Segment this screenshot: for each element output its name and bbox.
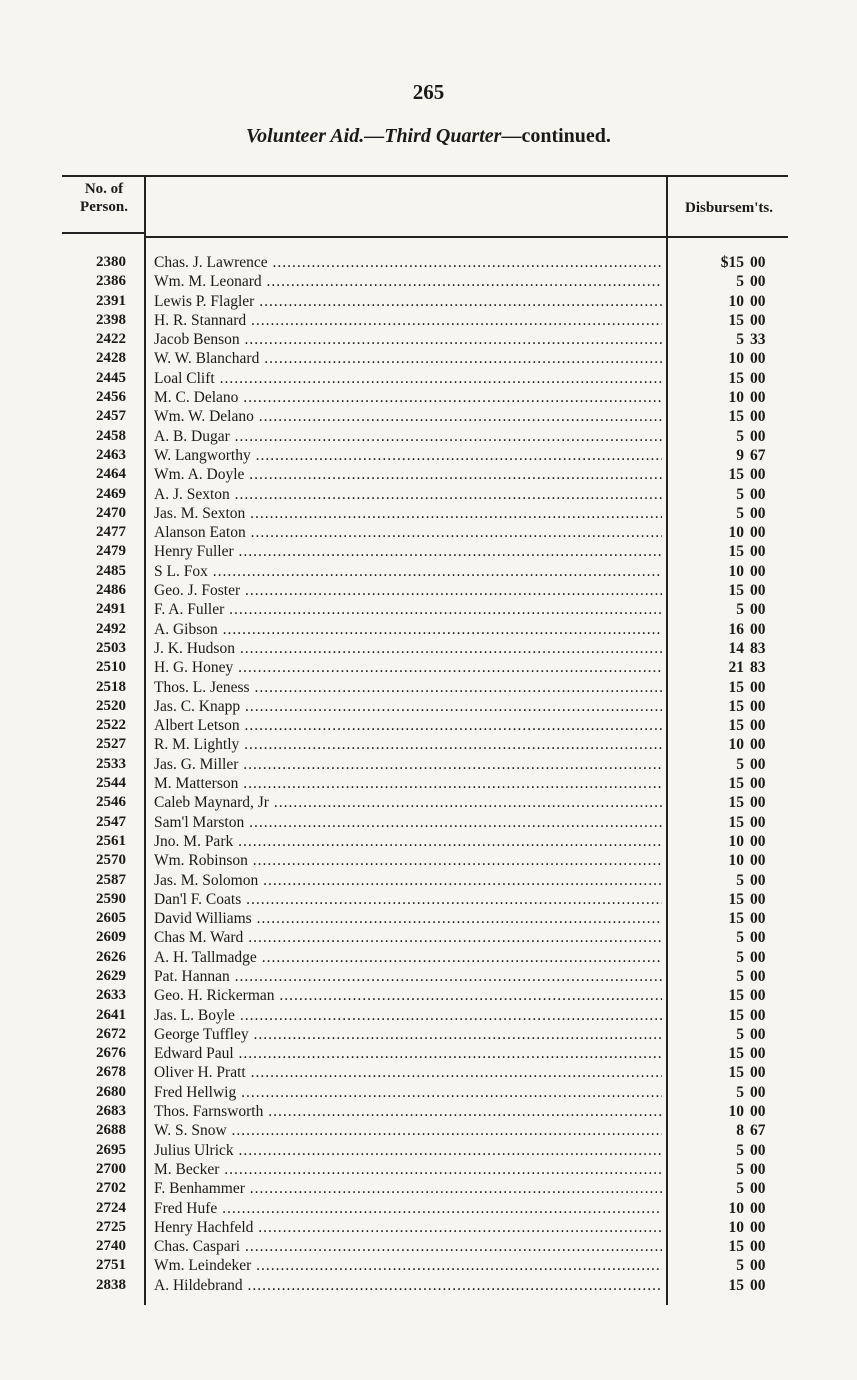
table-row: [62, 370, 788, 389]
amount-dollars: 5: [736, 948, 744, 966]
amount-cents: 00: [750, 582, 766, 600]
person-number: 2520: [96, 697, 126, 714]
table-row: [62, 1200, 788, 1219]
amount-cents: 00: [750, 1257, 766, 1275]
amount-dollars: 5: [736, 331, 744, 349]
amount-cents: 00: [750, 466, 766, 484]
person-number: 2386: [96, 273, 126, 290]
person-number: 2470: [96, 504, 126, 521]
person-name: Lewis P. Flagler .....: [154, 293, 662, 311]
person-number: 2838: [96, 1276, 126, 1293]
amount-cents: 00: [750, 775, 766, 793]
person-name: Thos. Farnsworth .....: [154, 1103, 662, 1121]
amount-dollars: 15: [728, 1006, 744, 1024]
amount-cents: 83: [750, 659, 766, 677]
person-number: 2527: [96, 736, 126, 753]
table-row: [62, 331, 788, 350]
table-row: [62, 1180, 788, 1199]
amount-cents: 00: [750, 1103, 766, 1121]
table-row: [62, 389, 788, 408]
table-row: [62, 736, 788, 755]
amount-cents: 00: [750, 273, 766, 291]
amount-cents: 00: [750, 987, 766, 1005]
person-number: 2683: [96, 1103, 126, 1120]
person-name: Wm. Leindeker .....: [154, 1257, 662, 1275]
amount-dollars: 5: [736, 871, 744, 889]
person-name: Jas. L. Boyle .....: [154, 1007, 662, 1025]
amount-dollars: 10: [728, 1218, 744, 1236]
person-name: Oliver H. Pratt .....: [154, 1064, 662, 1082]
amount-dollars: 10: [728, 1199, 744, 1217]
amount-dollars: 5: [736, 601, 744, 619]
person-number: 2590: [96, 890, 126, 907]
table-row: [62, 1277, 788, 1296]
table-row: [62, 987, 788, 1006]
amount-cents: 00: [750, 1083, 766, 1101]
header-rule-number: [62, 232, 144, 234]
amount-dollars: 15: [728, 890, 744, 908]
person-name: F. Benhammer .....: [154, 1180, 662, 1198]
amount-dollars: 10: [728, 292, 744, 310]
amount-cents: 67: [750, 1122, 766, 1140]
amount-cents: 00: [750, 254, 766, 271]
title-italic: Volunteer Aid.—Third Quarter: [246, 125, 502, 147]
table-body: [62, 254, 788, 1296]
amount-cents: 00: [750, 485, 766, 503]
person-name: A. B. Dugar .....: [154, 428, 662, 446]
amount-dollars: 10: [728, 832, 744, 850]
amount-cents: 00: [750, 697, 766, 715]
amount-cents: 00: [750, 524, 766, 542]
amount-dollars: 5: [736, 427, 744, 445]
person-name: Henry Fuller .....: [154, 543, 662, 561]
amount-cents: 00: [750, 350, 766, 368]
person-name: Edward Paul .....: [154, 1045, 662, 1063]
table-row: [62, 698, 788, 717]
person-number: 2676: [96, 1045, 126, 1062]
amount-cents: 00: [750, 678, 766, 696]
amount-dollars: 15: [728, 775, 744, 793]
table-row: [62, 273, 788, 292]
person-number: 2751: [96, 1257, 126, 1274]
table-row: [62, 1161, 788, 1180]
person-name: Jacob Benson .....: [154, 331, 662, 349]
page-title: [0, 125, 857, 148]
person-number: 2626: [96, 948, 126, 965]
amount-cents: 00: [750, 311, 766, 329]
person-name: Geo. H. Rickerman .....: [154, 987, 662, 1005]
amount-dollars: 15: [728, 697, 744, 715]
person-name: Fred Hellwig .....: [154, 1084, 662, 1102]
person-name: J. K. Hudson .....: [154, 640, 662, 658]
person-number: 2587: [96, 871, 126, 888]
amount-cents: 00: [750, 1218, 766, 1236]
table-row: [62, 524, 788, 543]
person-name: Sam'l Marston .....: [154, 814, 662, 832]
amount-cents: 00: [750, 543, 766, 561]
table-row: [62, 872, 788, 891]
person-name: H. G. Honey .....: [154, 659, 662, 677]
person-name: Thos. L. Jeness .....: [154, 679, 662, 697]
person-name: Jas. C. Knapp .....: [154, 698, 662, 716]
amount-cents: 00: [750, 1141, 766, 1159]
person-name: Wm. M. Leonard .....: [154, 273, 662, 291]
person-number: 2456: [96, 389, 126, 406]
person-number: 2491: [96, 601, 126, 618]
person-number: 2629: [96, 967, 126, 984]
table-row: [62, 1026, 788, 1045]
person-name: Dan'l F. Coats .....: [154, 891, 662, 909]
person-name: M. Becker .....: [154, 1161, 662, 1179]
table-row: [62, 679, 788, 698]
amount-dollars: 15: [728, 1238, 744, 1256]
person-name: A. Gibson .....: [154, 621, 662, 639]
person-name: Chas. Caspari .....: [154, 1238, 662, 1256]
table-row: [62, 601, 788, 620]
amount-dollars: 10: [728, 1103, 744, 1121]
amount-dollars: 10: [728, 562, 744, 580]
amount-dollars: 15: [728, 813, 744, 831]
amount-cents: 00: [750, 794, 766, 812]
amount-cents: 00: [750, 620, 766, 638]
amount-dollars: 5: [736, 1180, 744, 1198]
table-row: [62, 505, 788, 524]
person-name: Geo. J. Foster .....: [154, 582, 662, 600]
person-number: 2479: [96, 543, 126, 560]
person-number: 2464: [96, 466, 126, 483]
amount-cents: 00: [750, 601, 766, 619]
person-number: 2469: [96, 485, 126, 502]
title-continued: —continued.: [501, 125, 611, 147]
person-name: Caleb Maynard, Jr .....: [154, 794, 662, 812]
person-number: 2672: [96, 1025, 126, 1042]
amount-dollars: 10: [728, 524, 744, 542]
person-name: George Tuffley .....: [154, 1026, 662, 1044]
amount-dollars: 15: [728, 543, 744, 561]
person-name: Fred Hufe .....: [154, 1200, 662, 1218]
person-number: 2561: [96, 832, 126, 849]
header-rule-name: [146, 236, 666, 238]
table-row: [62, 910, 788, 929]
amount-dollars: 5: [736, 929, 744, 947]
table-row: [62, 1257, 788, 1276]
amount-cents: 00: [750, 504, 766, 522]
person-name: F. A. Fuller .....: [154, 601, 662, 619]
person-name: W. S. Snow .....: [154, 1122, 662, 1140]
person-number: 2522: [96, 717, 126, 734]
table-row: [62, 1122, 788, 1141]
amount-cents: 00: [750, 967, 766, 985]
table-row: [62, 543, 788, 562]
amount-cents: 00: [750, 389, 766, 407]
amount-dollars: 15: [728, 910, 744, 928]
amount-dollars: 15: [728, 369, 744, 387]
amount-dollars: 9: [736, 446, 744, 464]
person-name: Jas. M. Solomon .....: [154, 872, 662, 890]
table-row: [62, 1007, 788, 1026]
person-number: 2688: [96, 1122, 126, 1139]
amount-cents: 00: [750, 871, 766, 889]
person-name: Loal Clift .....: [154, 370, 662, 388]
person-name: W. W. Blanchard .....: [154, 350, 662, 368]
amount-cents: 00: [750, 717, 766, 735]
person-number: 2680: [96, 1083, 126, 1100]
table-row: [62, 640, 788, 659]
person-name: R. M. Lightly .....: [154, 736, 662, 754]
person-name: Wm. Robinson .....: [154, 852, 662, 870]
person-name: Chas. J. Lawrence .....: [154, 254, 662, 272]
amount-dollars: 15: [728, 1064, 744, 1082]
person-number: 2486: [96, 582, 126, 599]
person-number: 2458: [96, 427, 126, 444]
amount-cents: 00: [750, 369, 766, 387]
person-number: 2380: [96, 254, 126, 270]
amount-dollars: 5: [736, 273, 744, 291]
table-top-rule: [62, 175, 788, 177]
amount-dollars: 5: [736, 1083, 744, 1101]
person-number: 2492: [96, 620, 126, 637]
person-name: Jas. M. Sexton .....: [154, 505, 662, 523]
person-name: A. J. Sexton .....: [154, 486, 662, 504]
header-person-number: [66, 180, 142, 216]
person-number: 2641: [96, 1006, 126, 1023]
table-row: [62, 466, 788, 485]
person-name: Wm. A. Doyle .....: [154, 466, 662, 484]
table-row: [62, 929, 788, 948]
amount-dollars: 5: [736, 1257, 744, 1275]
person-name: Jno. M. Park .....: [154, 833, 662, 851]
amount-cents: 00: [750, 292, 766, 310]
person-name: Pat. Hannan .....: [154, 968, 662, 986]
amount-dollars: 5: [736, 1160, 744, 1178]
amount-dollars: 15: [728, 408, 744, 426]
person-name: Julius Ulrick .....: [154, 1142, 662, 1160]
amount-dollars: 15: [728, 794, 744, 812]
amount-cents: 00: [750, 929, 766, 947]
person-number: 2463: [96, 446, 126, 463]
table-row: [62, 293, 788, 312]
amount-cents: 00: [750, 1160, 766, 1178]
person-name: Albert Letson .....: [154, 717, 662, 735]
table-row: [62, 775, 788, 794]
person-name: M. C. Delano .....: [154, 389, 662, 407]
table-row: [62, 1238, 788, 1257]
table-row: [62, 1103, 788, 1122]
person-number: 2570: [96, 852, 126, 869]
person-name: David Williams .....: [154, 910, 662, 928]
person-number: 2725: [96, 1218, 126, 1235]
amount-cents: 00: [750, 427, 766, 445]
person-number: 2518: [96, 678, 126, 695]
person-number: 2503: [96, 639, 126, 656]
amount-dollars: $15: [720, 254, 744, 271]
amount-cents: 00: [750, 755, 766, 773]
amount-cents: 00: [750, 852, 766, 870]
amount-cents: 00: [750, 736, 766, 754]
page-number: 265: [412, 80, 445, 104]
amount-cents: 83: [750, 639, 766, 657]
amount-dollars: 15: [728, 1276, 744, 1294]
person-name: H. R. Stannard .....: [154, 312, 662, 330]
person-number: 2633: [96, 987, 126, 1004]
person-number: 2678: [96, 1064, 126, 1081]
amount-cents: 00: [750, 832, 766, 850]
table-row: [62, 968, 788, 987]
person-number: 2428: [96, 350, 126, 367]
table-row: [62, 428, 788, 447]
person-number: 2700: [96, 1160, 126, 1177]
amount-dollars: 5: [736, 504, 744, 522]
person-name: Jas. G. Miller .....: [154, 756, 662, 774]
person-number: 2510: [96, 659, 126, 676]
table-row: [62, 563, 788, 582]
amount-dollars: 8: [736, 1122, 744, 1140]
amount-dollars: 5: [736, 755, 744, 773]
table-row: [62, 1084, 788, 1103]
person-number: 2605: [96, 910, 126, 927]
amount-cents: 00: [750, 910, 766, 928]
table-row: [62, 833, 788, 852]
amount-dollars: 10: [728, 852, 744, 870]
person-number: 2740: [96, 1238, 126, 1255]
person-number: 2544: [96, 775, 126, 792]
table-row: [62, 486, 788, 505]
table-row: [62, 447, 788, 466]
header-person-number-line2: Person.: [80, 199, 128, 215]
person-number: 2724: [96, 1199, 126, 1216]
amount-cents: 00: [750, 1238, 766, 1256]
person-number: 2695: [96, 1141, 126, 1158]
disbursement-table: [62, 172, 788, 1310]
amount-cents: 00: [750, 890, 766, 908]
header-disbursements: Disbursem'ts.: [685, 200, 773, 216]
amount-dollars: 15: [728, 466, 744, 484]
person-number: 2546: [96, 794, 126, 811]
table-row: [62, 582, 788, 601]
person-name: A. Hildebrand .....: [154, 1277, 662, 1295]
person-name: Alanson Eaton .....: [154, 524, 662, 542]
table-row: [62, 1045, 788, 1064]
header-rule-amount: [668, 236, 788, 238]
table-row: [62, 350, 788, 369]
amount-dollars: 16: [728, 620, 744, 638]
table-row: [62, 1064, 788, 1083]
person-number: 2547: [96, 813, 126, 830]
amount-cents: 00: [750, 1045, 766, 1063]
amount-cents: 00: [750, 562, 766, 580]
person-name: W. Langworthy .....: [154, 447, 662, 465]
person-name: S L. Fox .....: [154, 563, 662, 581]
table-row: [62, 717, 788, 736]
person-name: Wm. W. Delano .....: [154, 408, 662, 426]
table-row: [62, 891, 788, 910]
amount-dollars: 21: [728, 659, 744, 677]
person-number: 2702: [96, 1180, 126, 1197]
amount-dollars: 10: [728, 350, 744, 368]
amount-dollars: 15: [728, 678, 744, 696]
person-number: 2445: [96, 369, 126, 386]
amount-dollars: 10: [728, 736, 744, 754]
header-person-number-line1: No. of: [84, 181, 124, 197]
table-row: [62, 659, 788, 678]
amount-dollars: 10: [728, 389, 744, 407]
amount-cents: 00: [750, 813, 766, 831]
table-row: [62, 408, 788, 427]
amount-dollars: 14: [728, 639, 744, 657]
amount-cents: 00: [750, 1276, 766, 1294]
table-row: [62, 756, 788, 775]
person-name: A. H. Tallmadge .....: [154, 949, 662, 967]
amount-dollars: 5: [736, 1025, 744, 1043]
person-number: 2391: [96, 292, 126, 309]
amount-cents: 00: [750, 408, 766, 426]
amount-cents: 00: [750, 1064, 766, 1082]
amount-dollars: 15: [728, 1045, 744, 1063]
amount-cents: 00: [750, 1006, 766, 1024]
person-number: 2477: [96, 524, 126, 541]
amount-cents: 00: [750, 1199, 766, 1217]
person-number: 2485: [96, 562, 126, 579]
table-row: [62, 794, 788, 813]
table-row: [62, 312, 788, 331]
amount-dollars: 5: [736, 485, 744, 503]
amount-cents: 33: [750, 331, 766, 349]
table-row: [62, 852, 788, 871]
person-number: 2457: [96, 408, 126, 425]
person-number: 2422: [96, 331, 126, 348]
person-number: 2533: [96, 755, 126, 772]
person-name: Henry Hachfeld .....: [154, 1219, 662, 1237]
table-row: [62, 621, 788, 640]
person-number: 2609: [96, 929, 126, 946]
amount-cents: 00: [750, 948, 766, 966]
amount-dollars: 5: [736, 1141, 744, 1159]
table-row: [62, 1219, 788, 1238]
person-number: 2398: [96, 311, 126, 328]
table-row: [62, 949, 788, 968]
amount-cents: 67: [750, 446, 766, 464]
amount-dollars: 15: [728, 582, 744, 600]
person-name: Chas M. Ward .....: [154, 929, 662, 947]
table-row: [62, 254, 788, 273]
table-row: [62, 1142, 788, 1161]
amount-cents: 00: [750, 1180, 766, 1198]
person-name: M. Matterson .....: [154, 775, 662, 793]
amount-dollars: 15: [728, 311, 744, 329]
amount-dollars: 15: [728, 987, 744, 1005]
amount-dollars: 15: [728, 717, 744, 735]
table-row: [62, 814, 788, 833]
amount-dollars: 5: [736, 967, 744, 985]
amount-cents: 00: [750, 1025, 766, 1043]
